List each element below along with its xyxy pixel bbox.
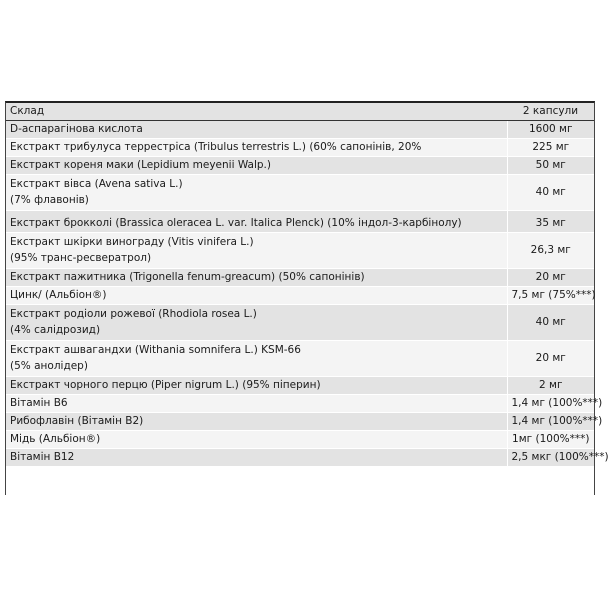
ingredient-amount: 20 мг [507, 269, 594, 287]
table-row [6, 341, 594, 377]
ingredient-name: Екстракт трибулуса терреcтріса (Tribulus terrestris L.) (60% сапонінів, 20% [6, 139, 507, 157]
ingredient-amount: 2,5 мкг (100%***) [507, 449, 594, 467]
ingredient-name: Екстракт шкірки винограду (Vitis vinifera L.) (95% транс-ресвератрол) [6, 233, 507, 269]
ingredient-amount: 1,4 мг (100%***) [507, 395, 594, 413]
ingredient-amount: 26,3 мг [507, 233, 594, 269]
composition-table [6, 103, 609, 467]
ingredient-name: Екстракт брокколі (Brassica oleracea L. var. Italica Plenck) (10% індол-3-карбінолу) [6, 211, 507, 233]
table-row [6, 431, 594, 449]
ingredient-amount: 50 мг [507, 157, 594, 175]
table-row [6, 377, 594, 395]
ingredient-name: Мідь (Альбіон®) [6, 431, 507, 449]
ingredient-amount: 7,5 мг (75%***) [507, 287, 594, 305]
ingredient-name: Екстракт пажитника (Trigonella fenum-greacum) (50% сапонінів) [6, 269, 507, 287]
ingredient-amount: 2 мг [507, 377, 594, 395]
table-row [6, 413, 594, 431]
ingredient-name: Рибофлавін (Вітамін В2) [6, 413, 507, 431]
table-row [6, 233, 594, 269]
ingredient-name: Екстракт кореня маки (Lepidium meyenii Walp.) [6, 157, 507, 175]
ingredient-amount: 1мг (100%***) [507, 431, 594, 449]
table-row [6, 269, 594, 287]
ingredient-name: Екстракт чорного перцю (Piper nigrum L.) (95% піперин) [6, 377, 507, 395]
column-header-component: Склад [6, 103, 507, 121]
ingredient-name: Цинк/ (Альбіон®) [6, 287, 507, 305]
table-row [6, 287, 594, 305]
table-row [6, 175, 594, 211]
ingredient-amount: 35 мг [507, 211, 594, 233]
ingredient-amount: 40 мг [507, 175, 594, 211]
table-row [6, 157, 594, 175]
ingredient-name: Вітамін В12 [6, 449, 507, 467]
ingredient-name: Екстракт родіоли рожевої (Rhodiola rosea L.) (4% салідрозид) [6, 305, 507, 341]
table-row [6, 305, 594, 341]
ingredient-amount: 1,4 мг (100%***) [507, 413, 594, 431]
table-row [6, 121, 594, 139]
ingredient-amount: 40 мг [507, 305, 594, 341]
ingredient-name: Вітамін В6 [6, 395, 507, 413]
ingredient-name: D-аспарагінова кислота [6, 121, 507, 139]
column-header-amount: 2 капсули [507, 103, 594, 121]
table-row [6, 395, 594, 413]
table-row [6, 449, 594, 467]
ingredient-amount: 225 мг [507, 139, 594, 157]
ingredient-name: Екстракт вівса (Avena sativa L.) (7% флавонів) [6, 175, 507, 211]
ingredient-amount: 20 мг [507, 341, 594, 377]
table-header-row [6, 103, 594, 121]
table-row [6, 211, 594, 233]
table-row [6, 139, 594, 157]
ingredient-amount: 1600 мг [507, 121, 594, 139]
ingredient-name: Екстракт ашвагандхи (Withania somnifera L.) KSM-66 (5% анолідер) [6, 341, 507, 377]
